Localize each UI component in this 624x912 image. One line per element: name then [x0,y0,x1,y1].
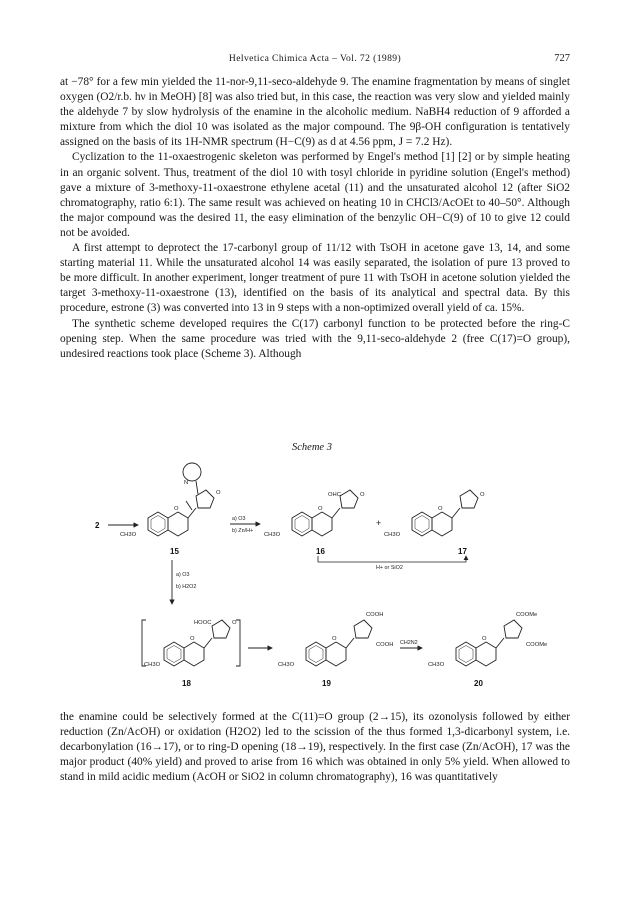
compound-16-label: 16 [316,547,325,556]
svg-text:O: O [480,492,485,498]
svg-text:O: O [174,506,179,512]
compound-18-label: 18 [182,679,191,688]
svg-text:COOMe: COOMe [516,612,538,618]
svg-text:O: O [190,636,195,642]
svg-text:+: + [376,518,382,528]
svg-text:O: O [438,506,443,512]
structure-19 [278,612,393,668]
compound-19-label: 19 [322,679,331,688]
svg-text:O: O [482,636,487,642]
compound-20-label: 20 [474,679,483,688]
svg-text:O: O [232,620,237,626]
structure-15 [120,463,221,538]
paragraph: at −78° for a few min yielded the 11-nor-9,11-seco-aldehyde 9. The enamine fragmentation by means of singlet oxygen (O2/r.b. hν in MeOH) [8] was also tried but, in this case, the reaction was very slow and yielded mainly the aldehyde 7 by slow hydrolysis of the enamine in the alcoholic medium. NaBH4 reduction of 9 afforded a mixture from which the diol 10 was isolated as the major compound. The 9β-OH configuration is tentatively assigned on the basis of its 1H-NMR spectrum (H−C(9) as d at 4.56 ppm, J = 7.2 Hz). [60,76,570,149]
svg-text:O: O [318,506,323,512]
svg-text:a) O3: a) O3 [176,572,190,578]
svg-text:COOMe: COOMe [526,642,548,648]
svg-text:CH3O: CH3O [428,662,445,668]
svg-text:CH3O: CH3O [264,532,281,538]
body-text-top [60,75,570,362]
compound-17-label: 17 [458,547,467,556]
svg-text:b) Zn/H+: b) Zn/H+ [232,528,254,534]
svg-text:CH3O: CH3O [120,532,137,538]
scheme-title: Scheme 3 [292,442,332,453]
running-header [60,53,570,67]
paragraph: The synthetic scheme developed requires the C(17) carbonyl function to be protected before the ring-C opening step. When the same procedure was tried with the 9,11-seco-aldehyde 2 (free C(17)=O group), undesired reactions took place (Scheme 3). Although [60,317,570,360]
svg-text:O: O [332,636,337,642]
svg-text:a) O3: a) O3 [232,516,246,522]
conversion-bracket [318,556,466,562]
svg-text:HOOC: HOOC [194,620,212,626]
structure-18 [144,620,237,668]
svg-text:O: O [360,492,365,498]
compound-15-label: 15 [170,547,179,556]
scheme-drawing [60,436,570,691]
svg-text:N: N [184,480,189,486]
body-text-bottom [60,710,570,785]
svg-text:CH3O: CH3O [144,662,161,668]
compound-2-label: 2 [95,521,100,530]
paragraph: the enamine could be selectively formed at the C(11)=O group (2→15), its ozonolysis followed by either reduction (Zn/AcOH) or oxidation (H2O2) led to the scission of the thus formed 1,3-dicarbonyl system, i.e. decarbonylation (16→17), or to ring-D opening (18→19), respectively. In the first case (Zn/AcOH), 17 was the major product (40% yield) and proved to arise from 16 which was obtained in only 5% yield. When allowed to stand in mild acidic medium (AcOH or SiO2 in column chromatography), 16 was quantitatively [60,711,570,784]
paragraph: Cyclization to the 11-oxaestrogenic skeleton was performed by Engel's method [1] [2] or by simple heating in an organic solvent. Thus, treatment of the diol 10 with tosyl chloride in pyridine solution (Engel's method) gave a mixture of 3-methoxy-11-oxaestrone ethylene acetal (11) and the unsaturated alcohol 12 (after SiO2 chromatography, ratio 6:1). The same result was achieved on heating 10 in CHCl3/AcOEt to 40–50°. Although the major compound was the desired 11, the easy elimination of the benzylic OH−C(9) of 10 to give 12 could not be avoided. [60,151,570,239]
paragraph: A first attempt to deprotect the 17-carbonyl group of 11/12 with TsOH in acetone gave 13, 14, and some starting material 11. While the unsaturated alcohol 14 was easily separated, the isolation of pure 13 proved to be more difficult. In another experiment, longer treatment of pure 11 with TsOH in acetone solution yielded the target 3-methoxy-11-oxaestrone (13), identified on the basis of its analytical and spectral data. By this procedure, estrone (3) was converted into 13 in 9 steps with a non-optimized overall yield of ca. 15%. [60,242,570,315]
svg-text:COOH: COOH [376,642,394,648]
svg-text:CH3O: CH3O [278,662,295,668]
structure-20 [428,612,547,668]
structure-17 [384,490,485,538]
journal-title: Helvetica Chimica Acta – Vol. 72 (1989) [228,53,402,64]
svg-text:CH2N2: CH2N2 [400,640,418,646]
svg-text:O: O [216,490,221,496]
svg-text:b) H2O2: b) H2O2 [176,584,197,590]
structure-16 [264,490,365,538]
svg-text:CH3O: CH3O [384,532,401,538]
svg-text:H+ or SiO2: H+ or SiO2 [376,565,403,571]
svg-text:OHC: OHC [328,492,341,498]
page-number: 727 [554,53,570,64]
reaction-scheme [60,436,570,691]
svg-text:COOH: COOH [366,612,384,618]
